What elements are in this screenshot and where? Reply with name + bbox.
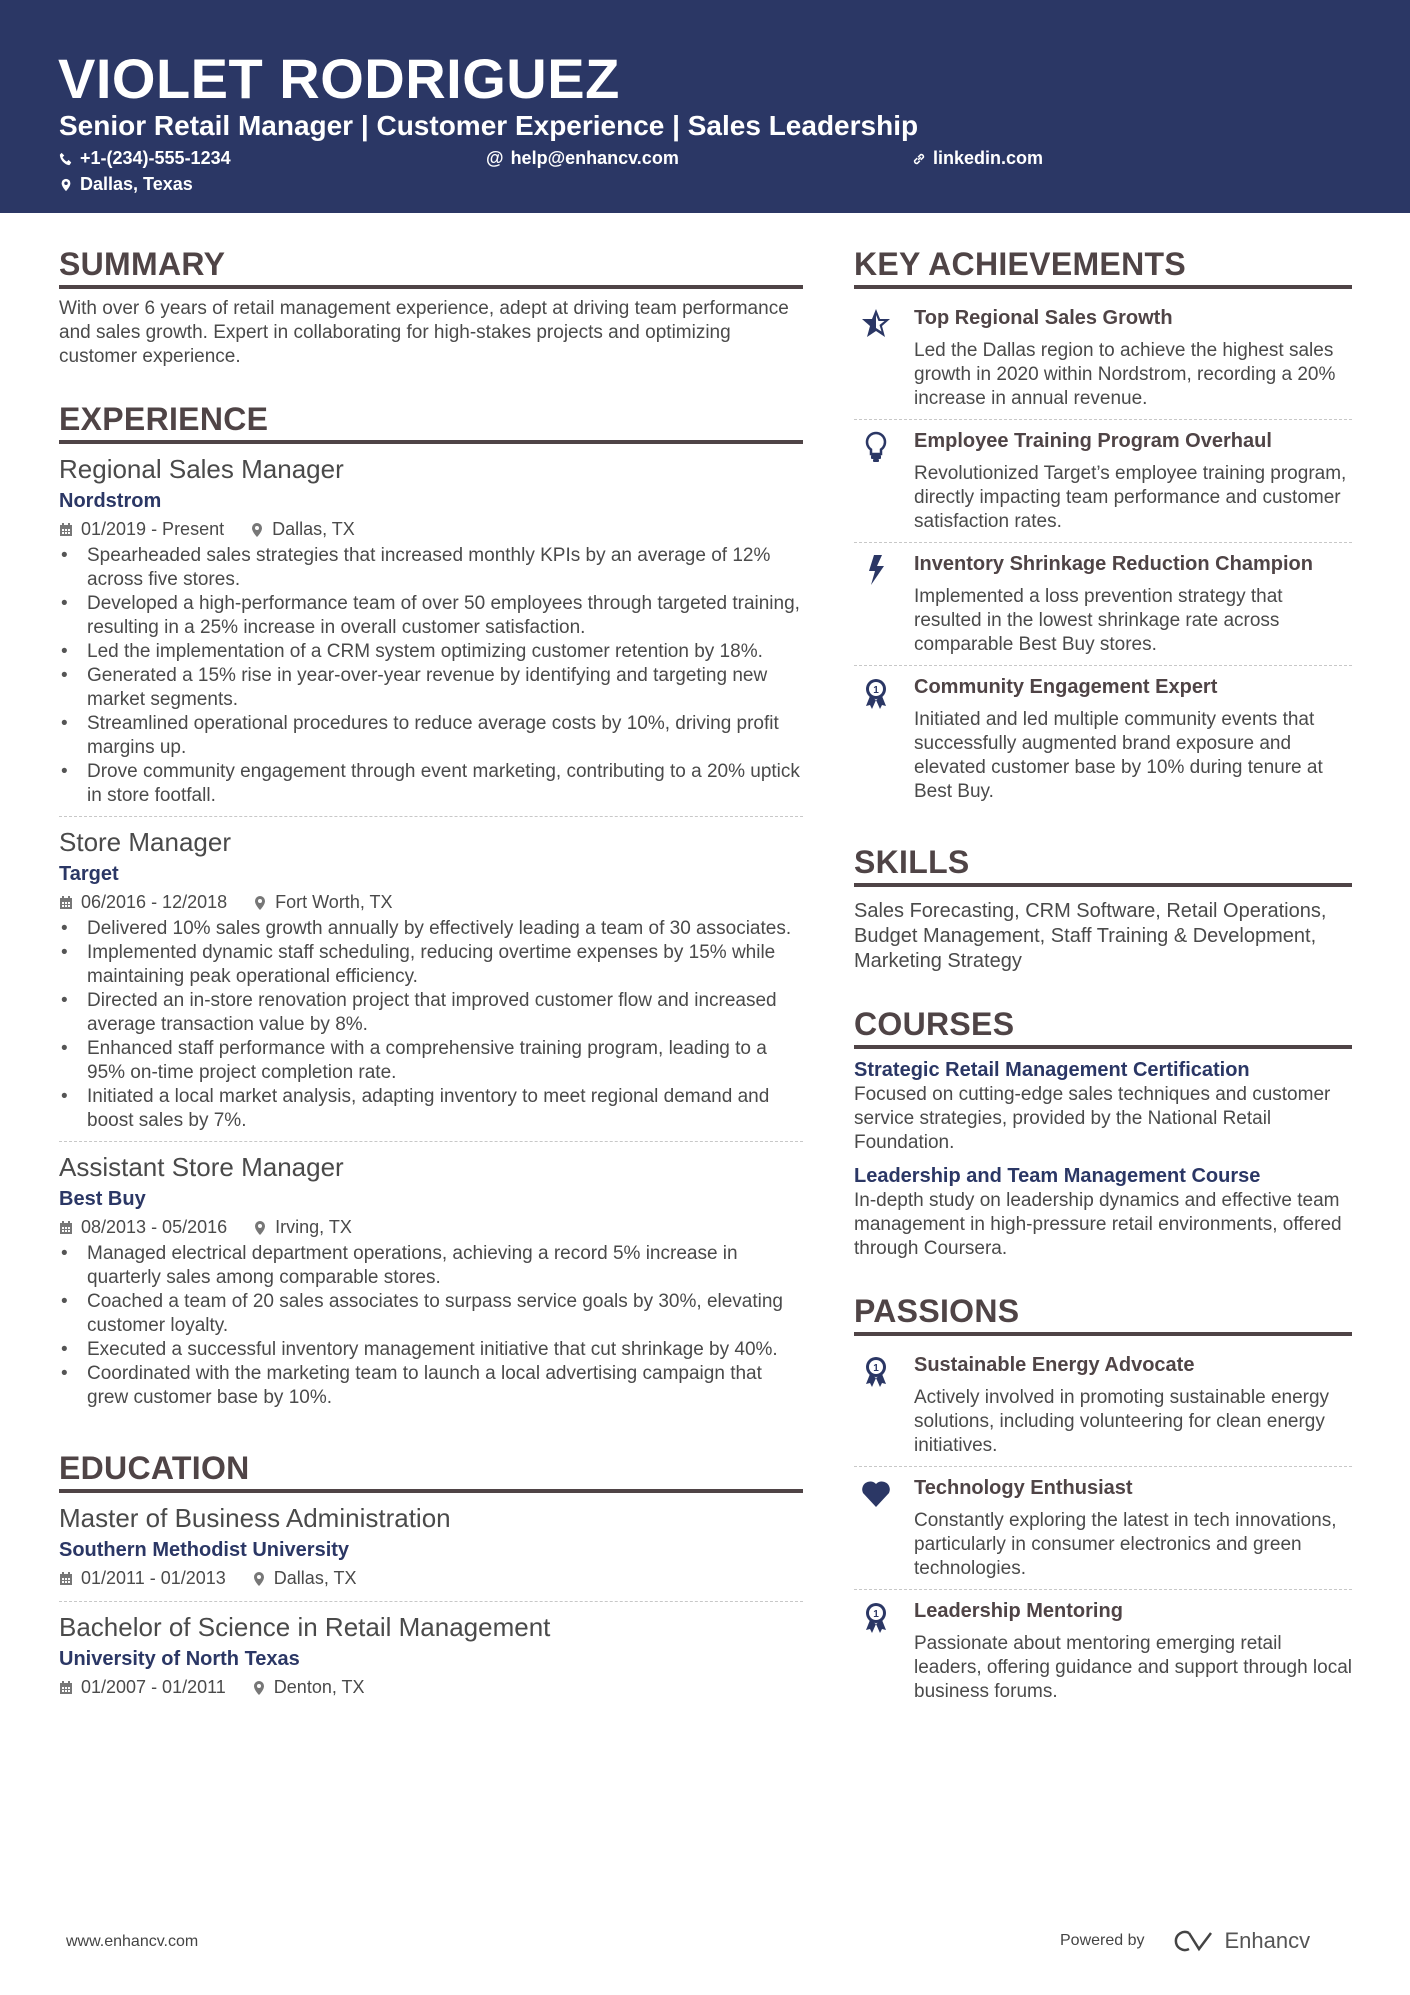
calendar-icon <box>59 1220 73 1235</box>
svg-text:1: 1 <box>873 1363 879 1374</box>
experience-section <box>59 401 803 1418</box>
highlight-item <box>854 297 1352 420</box>
highlight-title: Inventory Shrinkage Reduction Champion <box>914 553 1313 575</box>
medal-icon <box>860 1354 892 1388</box>
highlight-title: Top Regional Sales Growth <box>914 307 1173 329</box>
course-title: Leadership and Team Management Course <box>854 1165 1261 1187</box>
job-meta <box>59 889 803 915</box>
course-item <box>854 1057 1352 1155</box>
location-pin-icon <box>250 522 264 537</box>
section-heading: KEY ACHIEVEMENTS <box>854 246 1352 289</box>
course-text: In-depth study on leadership dynamics and effective team management in high-pressure retail environments, offered through Coursera. <box>854 1190 1342 1259</box>
highlight-text: Implemented a loss prevention strategy that resulted in the lowest shrinkage rate across comparable Best Buy stores. <box>914 586 1283 655</box>
date-text: 01/2019 - Present <box>81 519 225 539</box>
footer-website[interactable]: www.enhancv.com <box>66 1933 199 1950</box>
passions-section <box>854 1293 1352 1712</box>
job-entry <box>59 825 803 1142</box>
highlight-text: Initiated and led multiple community events that successfully augmented brand exposure and elevated customer base by 10% during tenure at Best Buy. <box>914 709 1323 802</box>
medal-icon <box>860 1600 892 1634</box>
location-text: Dallas, TX <box>272 519 355 539</box>
resume-header <box>0 0 1410 213</box>
job-meta <box>59 1214 803 1240</box>
bullet-item: • Spearheaded sales strategies that increased monthly KPIs by an average of 12% across five stores. <box>59 544 803 592</box>
bullet-item: • Generated a 15% rise in year-over-year revenue by identifying and targeting new market segments. <box>59 664 803 712</box>
link-text: linkedin.com <box>933 148 1044 168</box>
date-text: 06/2016 - 12/2018 <box>81 892 228 912</box>
date-text: 01/2011 - 01/2013 <box>81 1568 226 1588</box>
medal-icon <box>860 676 892 710</box>
svg-text:1: 1 <box>873 685 879 696</box>
section-heading: EDUCATION <box>59 1450 803 1493</box>
location-text: Dallas, Texas <box>80 174 193 194</box>
education-entry <box>59 1610 803 1710</box>
section-heading: SUMMARY <box>59 246 803 289</box>
enhancv-logo[interactable] <box>1171 1928 1311 1954</box>
bullet-list <box>59 917 803 1133</box>
location-text: Irving, TX <box>275 1217 352 1237</box>
location-pin-icon <box>253 895 267 910</box>
footer-branding <box>1060 1928 1310 1954</box>
brand-name: Enhancv <box>1224 1928 1311 1953</box>
bullet-item: • Developed a high-performance team of over 50 employees through targeted training, resulting in a 25% increase in overall customer satisfaction. <box>59 592 803 640</box>
bullet-item: • Delivered 10% sales growth annually by effectively leading a team of 30 associates. <box>59 917 803 941</box>
highlight-text: Actively involved in promoting sustainable energy solutions, including volunteering for clean energy initiatives. <box>914 1387 1330 1456</box>
highlight-text: Revolutionized Target’s employee training program, directly impacting team performance and customer satisfaction rates. <box>914 463 1347 532</box>
candidate-name: VIOLET RODRIGUEZ <box>58 47 620 110</box>
highlight-text: Led the Dallas region to achieve the highest sales growth in 2020 within Nordstrom, recording a 20% increase in annual revenue. <box>914 340 1336 409</box>
job-location <box>252 1565 357 1591</box>
date-text: 01/2007 - 01/2011 <box>81 1677 226 1697</box>
summary-section <box>59 246 803 369</box>
job-location <box>253 1214 352 1240</box>
entry-title: Bachelor of Science in Retail Management <box>59 1612 551 1642</box>
date-range <box>59 889 227 915</box>
job-location <box>250 516 355 542</box>
calendar-icon <box>59 522 73 537</box>
entry-title: Master of Business Administration <box>59 1503 451 1533</box>
job-meta <box>59 1674 803 1700</box>
bullet-item: • Drove community engagement through event marketing, contributing to a 20% uptick in store footfall. <box>59 760 803 808</box>
bullet-item: • Led the implementation of a CRM system optimizing customer retention by 18%. <box>59 640 803 664</box>
link-contact[interactable] <box>912 148 1043 169</box>
skills-text: Sales Forecasting, CRM Software, Retail Operations, Budget Management, Staff Training & Development, Marketing Strategy <box>854 900 1327 972</box>
entry-title: Assistant Store Manager <box>59 1152 344 1182</box>
date-range <box>59 516 224 542</box>
highlight-title: Technology Enthusiast <box>914 1477 1133 1499</box>
bullet-item: • Directed an in-store renovation project that improved customer flow and increased average transaction value by 8%. <box>59 989 803 1037</box>
bullet-item: • Streamlined operational procedures to reduce average costs by 10%, driving profit margins up. <box>59 712 803 760</box>
job-location <box>252 1674 365 1700</box>
link-icon <box>912 152 926 166</box>
organization-name: Southern Methodist University <box>59 1539 350 1561</box>
course-title: Strategic Retail Management Certification <box>854 1059 1250 1081</box>
lightning-icon <box>860 553 892 587</box>
highlight-item <box>854 666 1352 812</box>
section-heading: SKILLS <box>854 844 1352 887</box>
bullet-item: • Coordinated with the marketing team to launch a local advertising campaign that grew customer base by 10%. <box>59 1362 803 1410</box>
bullet-list <box>59 1242 803 1410</box>
phone-icon <box>59 152 73 166</box>
courses-section <box>854 1006 1352 1261</box>
bullet-item: • Enhanced staff performance with a comprehensive training program, leading to a 95% on-time project completion rate. <box>59 1037 803 1085</box>
lightbulb-icon <box>860 430 892 464</box>
at-icon: @ <box>486 148 504 168</box>
highlight-text: Constantly exploring the latest in tech innovations, particularly in consumer electronics and green technologies. <box>914 1510 1337 1579</box>
bullet-item: • Coached a team of 20 sales associates to surpass service goals by 30%, elevating customer loyalty. <box>59 1290 803 1338</box>
location-pin-icon <box>252 1571 266 1586</box>
highlight-item <box>854 1590 1352 1712</box>
bullet-item: • Executed a successful inventory management initiative that cut shrinkage by 40%. <box>59 1338 803 1362</box>
left-column <box>59 246 803 1742</box>
enhancv-logo-icon <box>1171 1929 1217 1953</box>
location-text: Denton, TX <box>273 1677 365 1697</box>
highlight-text: Passionate about mentoring emerging retail leaders, offering guidance and support through local business forums. <box>914 1633 1353 1702</box>
calendar-icon <box>59 1571 73 1586</box>
section-heading: EXPERIENCE <box>59 401 803 444</box>
bullet-item: • Implemented dynamic staff scheduling, reducing overtime expenses by 15% while maintaining peak operational efficiency. <box>59 941 803 989</box>
highlight-title: Employee Training Program Overhaul <box>914 430 1272 452</box>
section-heading: PASSIONS <box>854 1293 1352 1336</box>
phone-text: +1-(234)-555-1234 <box>80 148 231 168</box>
date-range <box>59 1565 226 1591</box>
location-pin-icon <box>253 1220 267 1235</box>
highlight-item <box>854 1344 1352 1467</box>
calendar-icon <box>59 895 73 910</box>
bullet-item: • Initiated a local market analysis, adapting inventory to meet regional demand and boost sales by 7%. <box>59 1085 803 1133</box>
calendar-icon <box>59 1680 73 1695</box>
entry-title: Store Manager <box>59 827 231 857</box>
svg-text:1: 1 <box>873 1609 879 1620</box>
location-text: Dallas, TX <box>273 1568 357 1588</box>
candidate-title: Senior Retail Manager | Customer Experience | Sales Leadership <box>59 110 919 141</box>
organization-name: University of North Texas <box>59 1648 300 1670</box>
highlight-item <box>854 1467 1352 1590</box>
highlight-title: Community Engagement Expert <box>914 676 1218 698</box>
highlight-item <box>854 543 1352 666</box>
heart-icon <box>860 1477 892 1511</box>
star-icon <box>860 307 892 341</box>
highlight-item <box>854 420 1352 543</box>
bullet-item: • Managed electrical department operations, achieving a record 5% increase in quarterly sales among comparable stores. <box>59 1242 803 1290</box>
right-column <box>854 246 1352 1744</box>
education-entry <box>59 1501 803 1602</box>
powered-by-text: Powered by <box>1060 1932 1145 1949</box>
education-section <box>59 1450 803 1710</box>
location-pin-icon <box>59 178 73 192</box>
job-entry <box>59 1150 803 1418</box>
date-range <box>59 1214 227 1240</box>
skills-section <box>854 844 1352 974</box>
job-meta <box>59 1565 803 1591</box>
organization-name: Nordstrom <box>59 490 162 512</box>
phone-contact[interactable] <box>59 148 231 169</box>
organization-name: Best Buy <box>59 1188 146 1210</box>
job-entry <box>59 452 803 817</box>
course-item <box>854 1163 1352 1261</box>
job-location <box>253 889 392 915</box>
achievements-section <box>854 246 1352 812</box>
location-contact <box>59 174 193 195</box>
location-pin-icon <box>252 1680 266 1695</box>
highlight-title: Leadership Mentoring <box>914 1600 1123 1622</box>
entry-title: Regional Sales Manager <box>59 454 344 484</box>
section-heading: COURSES <box>854 1006 1352 1049</box>
organization-name: Target <box>59 863 119 885</box>
bullet-list <box>59 544 803 808</box>
date-range <box>59 1674 226 1700</box>
location-text: Fort Worth, TX <box>275 892 393 912</box>
job-meta <box>59 516 803 542</box>
summary-text: With over 6 years of retail management experience, adept at driving team performance and sales growth. Expert in collaborating for high-stakes projects and optimizing customer experience. <box>59 298 789 367</box>
highlight-title: Sustainable Energy Advocate <box>914 1354 1195 1376</box>
course-text: Focused on cutting-edge sales techniques and customer service strategies, provided by the National Retail Foundation. <box>854 1084 1331 1153</box>
email-contact[interactable] <box>486 148 679 169</box>
email-text: help@enhancv.com <box>510 148 679 168</box>
date-text: 08/2013 - 05/2016 <box>81 1217 228 1237</box>
